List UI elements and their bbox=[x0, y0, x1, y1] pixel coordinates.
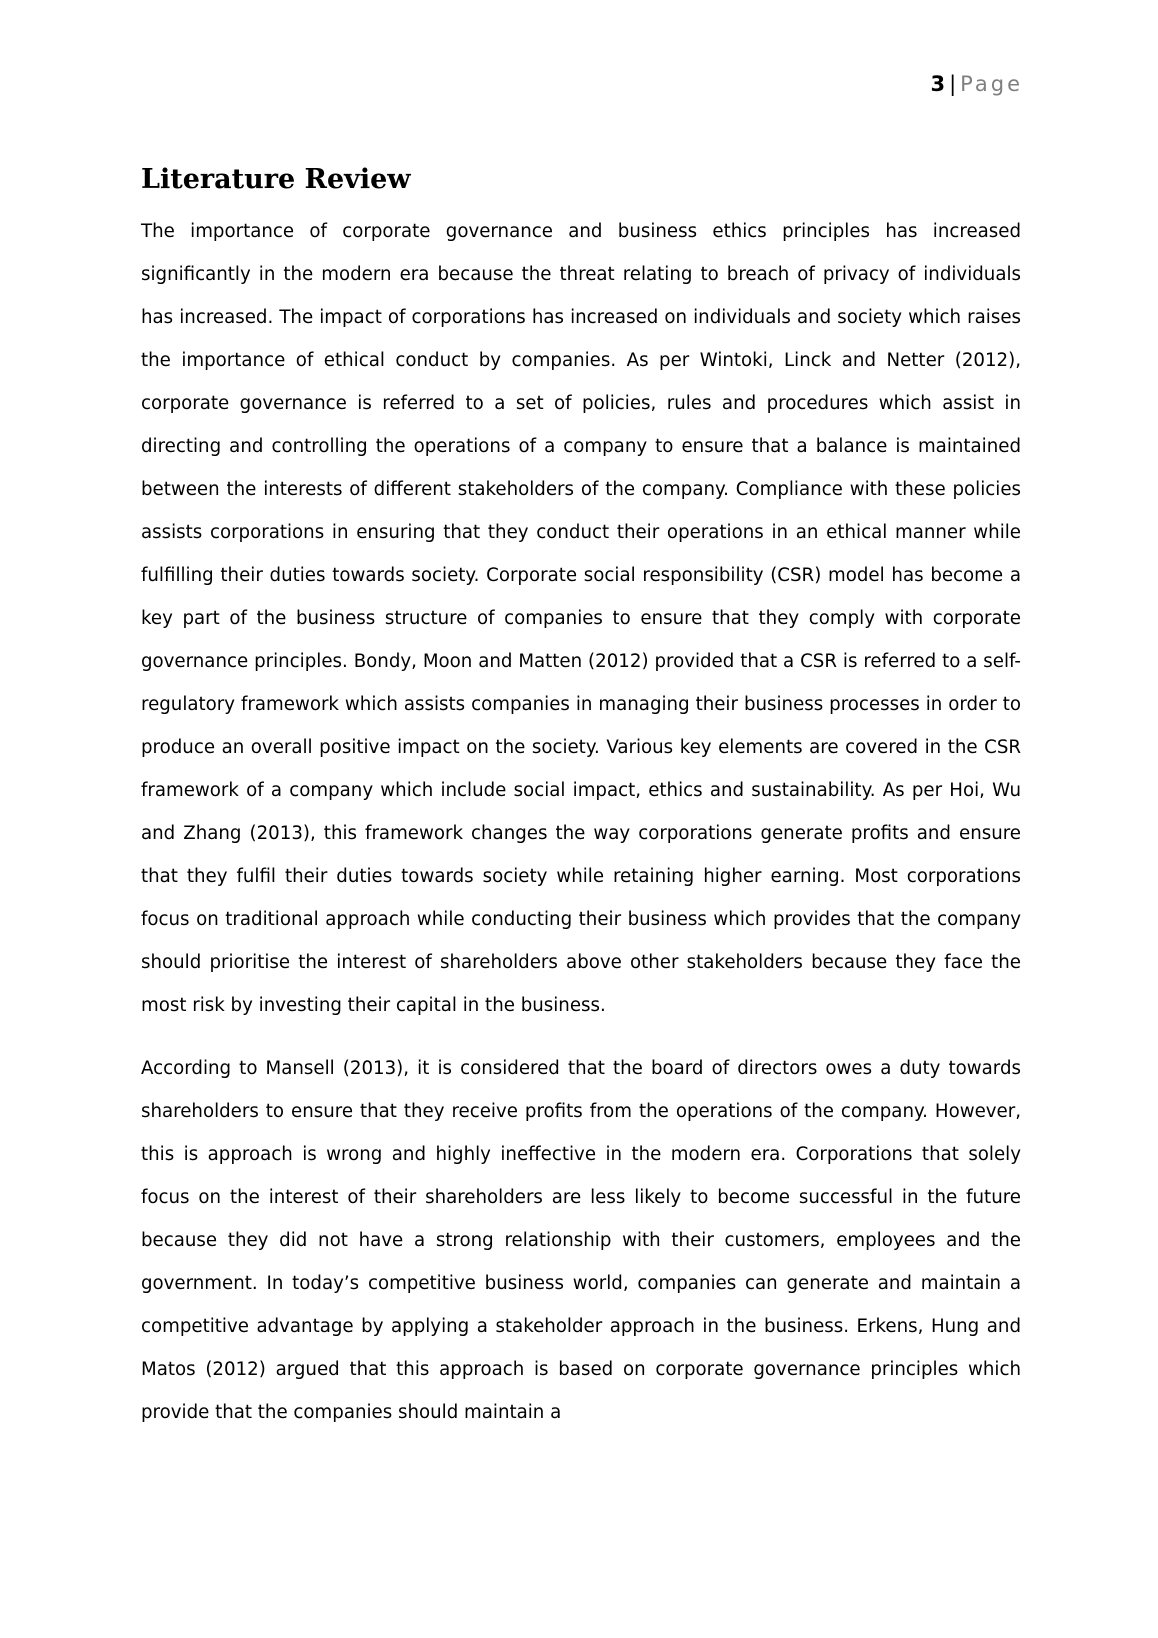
body-paragraph-1: The importance of corporate governance and business ethics principles has increased significantly in the modern era because the threat relating to breach of privacy of individuals has increased. The impact of corporations has increased on individuals and society which raises the importance of ethical conduct by companies. As per Wintoki, Linck and Netter (2012), corporate governance is referred to a set of policies, rules and procedures which assist in directing and controlling the operations of a company to ensure that a balance is maintained between the interests of different stakeholders of the company. Compliance with these policies assists corporations in ensuring that they conduct their operations in an ethical manner while fulfilling their duties towards society. Corporate social responsibility (CSR) model has become a key part of the business structure of companies to ensure that they comply with corporate governance principles. Bondy, Moon and Matten (2012) provided that a CSR is referred to a self-regulatory framework which assists companies in managing their business processes in order to produce an overall positive impact on the society. Various key elements are covered in the CSR framework of a company which include social impact, ethics and sustainability. As per Hoi, Wu and Zhang (2013), this framework changes the way corporations generate profits and ensure that they fulfil their duties towards society while retaining higher earning. Most corporations focus on traditional approach while conducting their business which provides that the company should prioritise the interest of shareholders above other stakeholders because they face the most risk by investing their capital in the business. bbox=[141, 221, 1021, 1016]
page-number-separator: | bbox=[949, 72, 957, 96]
document-body bbox=[141, 160, 1021, 1454]
section-heading: Literature Review bbox=[141, 164, 411, 195]
page-label: Page bbox=[960, 72, 1023, 96]
page-number-header bbox=[930, 70, 1023, 98]
page-number: 3 bbox=[930, 72, 946, 96]
body-paragraph-2: According to Mansell (2013), it is considered that the board of directors owes a duty towards shareholders to ensure that they receive profits from the operations of the company. However, this is approach is wrong and highly ineffective in the modern era. Corporations that solely focus on the interest of their shareholders are less likely to become successful in the future because they did not have a strong relationship with their customers, employees and the government. In today’s competitive business world, companies can generate and maintain a competitive advantage by applying a stakeholder approach in the business. Erkens, Hung and Matos (2012) argued that this approach is based on corporate governance principles which provide that the companies should maintain a bbox=[141, 1058, 1021, 1423]
